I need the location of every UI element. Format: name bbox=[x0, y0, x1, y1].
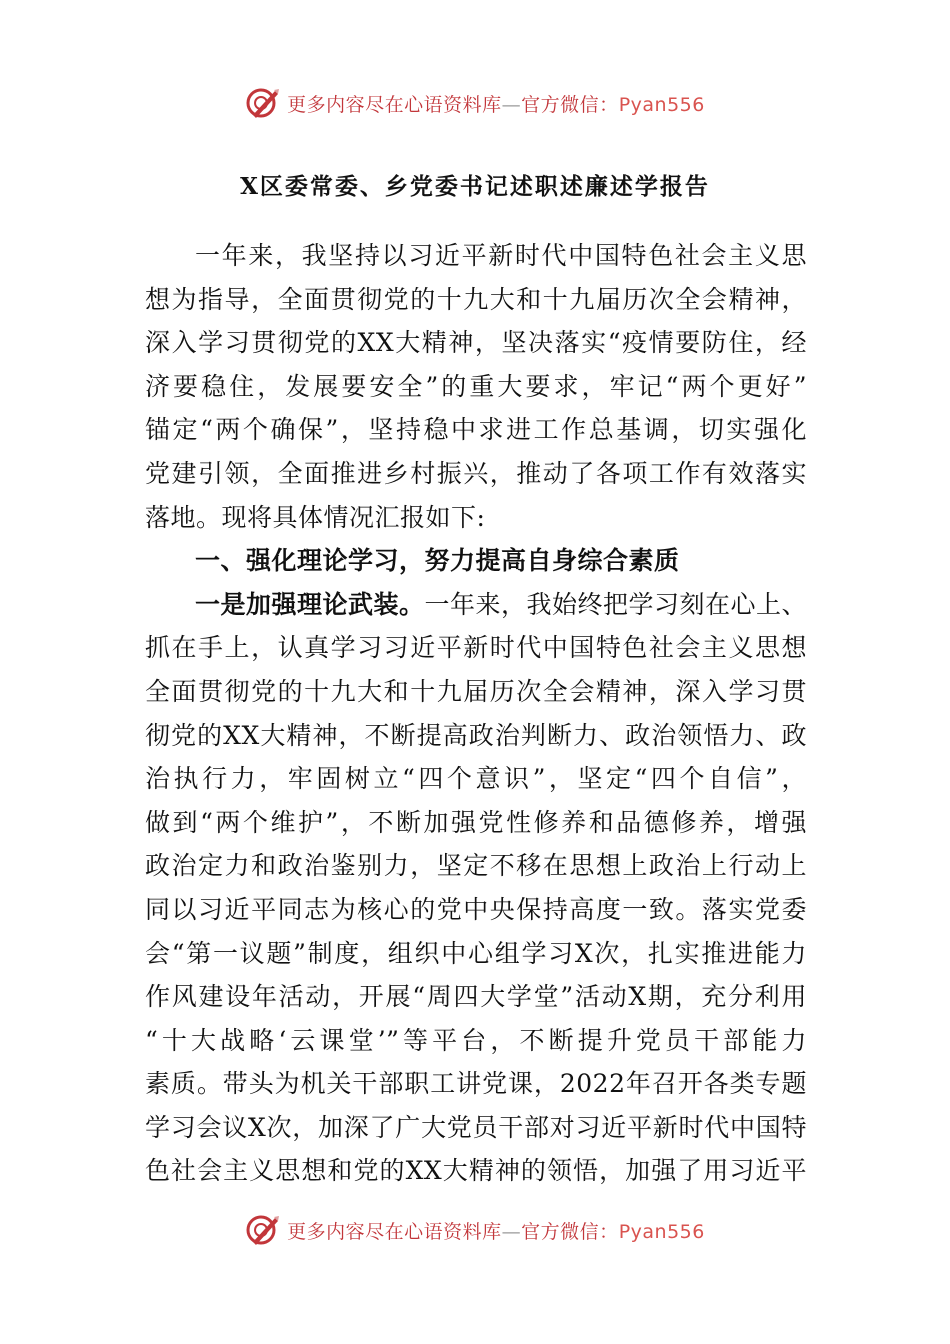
body-line: 全面贯彻党的十九大和十九届历次全会精神，深入学习贯 bbox=[145, 676, 807, 706]
body-line: 治执行力，牢固树立“四个意识”，坚定“四个自信”， bbox=[145, 764, 807, 794]
watermark-latin: Pyan556 bbox=[618, 1220, 705, 1243]
body-line: 落地。现将具体情况汇报如下: bbox=[145, 502, 486, 532]
watermark-text bbox=[287, 1217, 705, 1244]
body-line: 做到“两个维护”，不断加强党性修养和品德修养，增强 bbox=[145, 807, 807, 837]
body-line: 会“第一议题”制度，组织中心组学习X次，扎实推进能力 bbox=[145, 938, 807, 968]
body-line: 济要稳住，发展要安全”的重大要求，牢记“两个更好” bbox=[145, 371, 807, 401]
watermark-main: 更多内容尽在心语资料库 bbox=[287, 1220, 502, 1243]
watermark-top bbox=[0, 83, 950, 123]
body-line: 抓在手上，认真学习习近平新时代中国特色社会主义思想 bbox=[145, 633, 807, 663]
body-line: “十大战略‘云课堂’”等平台，不断提升党员干部能力 bbox=[145, 1025, 807, 1055]
body-line: 想为指导，全面贯彻党的十九大和十九届历次全会精神， bbox=[145, 284, 807, 314]
body-line: 彻党的XX大精神，不断提高政治判断力、政治领悟力、政 bbox=[145, 720, 807, 750]
watermark-text bbox=[287, 90, 705, 117]
body-line: 政治定力和政治鉴别力，坚定不移在思想上政治上行动上 bbox=[145, 851, 807, 881]
watermark-main: 更多内容尽在心语资料库 bbox=[287, 93, 502, 116]
watermark-latin: Pyan556 bbox=[618, 93, 705, 116]
watermark-bottom bbox=[0, 1210, 950, 1250]
paragraph-lead: 一是加强理论武装。 bbox=[195, 589, 425, 619]
body-line: 学习会议X次，加深了广大党员干部对习近平新时代中国特 bbox=[145, 1112, 807, 1142]
body-line: 作风建设年活动，开展“周四大学堂”活动X期，充分利用 bbox=[145, 982, 807, 1012]
document-body bbox=[145, 234, 807, 1193]
watermark-sep: — bbox=[501, 1220, 522, 1243]
watermark-tail: 官方微信： bbox=[521, 1220, 619, 1243]
body-line: 深入学习贯彻党的XX大精神，坚决落实“疫情要防住，经 bbox=[145, 328, 807, 358]
body-line: 素质。带头为机关干部职工讲党课，2022年召开各类专题 bbox=[145, 1069, 807, 1099]
body-line: 一是加强理论武装。一年来，我始终把学习刻在心上、 bbox=[195, 589, 808, 619]
watermark-sep: — bbox=[501, 93, 522, 116]
document-title: X区委常委、乡党委书记述职述廉述学报告 bbox=[240, 173, 710, 200]
body-line: 色社会主义思想和党的XX大精神的领悟，加强了用习近平 bbox=[145, 1156, 807, 1186]
body-line: 党建引领，全面推进乡村振兴，推动了各项工作有效落实 bbox=[145, 458, 807, 488]
watermark-tail: 官方微信： bbox=[521, 93, 619, 116]
body-line: 锚定“两个确保”，坚持稳中求进工作总基调，切实强化 bbox=[145, 415, 807, 445]
pen-logo-icon bbox=[245, 85, 281, 121]
body-line: 同以习近平同志为核心的党中央保持高度一致。落实党委 bbox=[145, 894, 807, 924]
pen-logo-icon bbox=[245, 1212, 281, 1248]
section-heading: 一、强化理论学习，努力提高自身综合素质 bbox=[195, 546, 680, 576]
body-line: 一年来，我坚持以习近平新时代中国特色社会主义思 bbox=[195, 241, 807, 270]
